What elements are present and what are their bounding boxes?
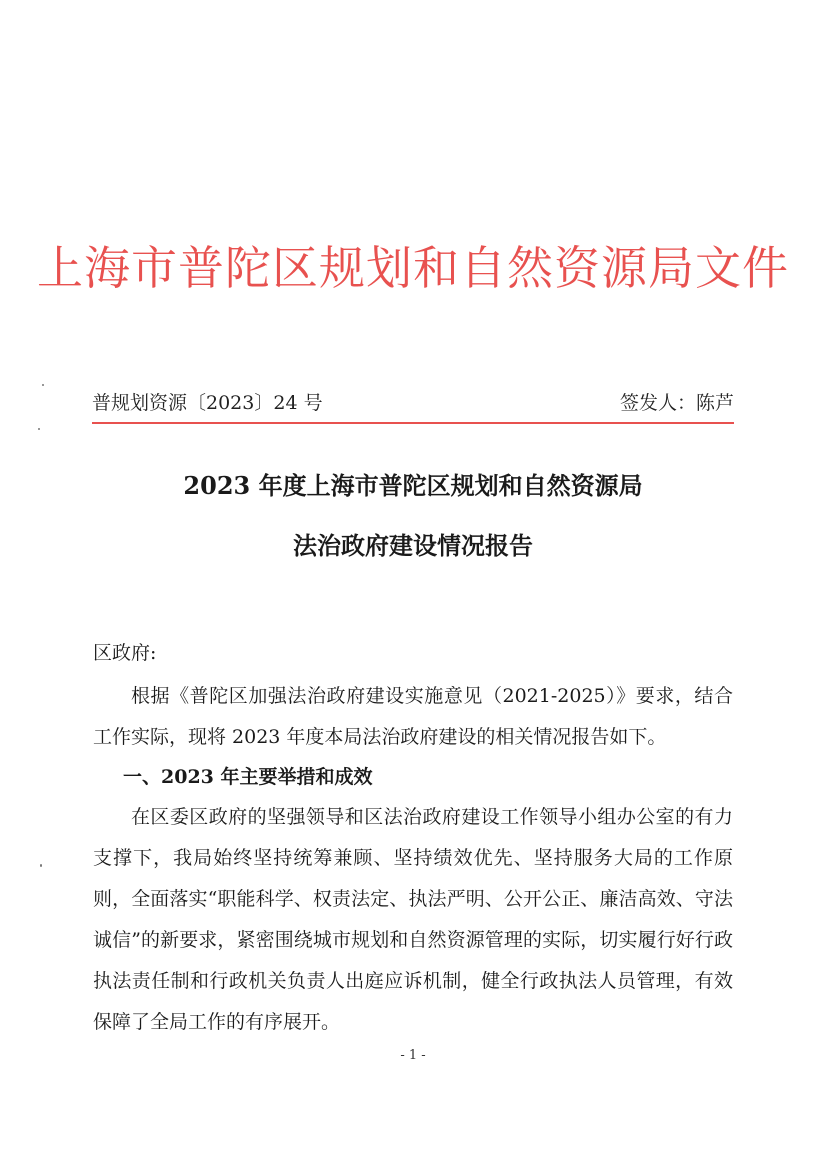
document-info-line: [92, 388, 734, 422]
report-title-line-1: 2023 年度上海市普陀区规划和自然资源局: [183, 471, 643, 500]
scan-speck: [40, 864, 42, 867]
section-heading-1: 一、2023 年主要举措和成效: [123, 766, 373, 788]
document-number: 普规划资源〔2023〕24 号: [92, 392, 323, 414]
report-title-line-2: 法治政府建设情况报告: [293, 531, 533, 560]
signer: 签发人：陈芦: [619, 392, 734, 414]
salutation: 区政府:: [93, 642, 157, 664]
paragraph-intro: 根据《普陀区加强法治政府建设实施意见（2021-2025）》要求，结合工作实际，现将 2023 年度本局法治政府建设的相关情况报告如下。: [93, 685, 733, 748]
paragraph-section-1: 在区委区政府的坚强领导和区法治政府建设工作领导小组办公室的有力支撑下，我局始终坚持统筹兼顾、坚持绩效优先、坚持服务大局的工作原则，全面落实“职能科学、权责法定、执法严明、公开公正、廉洁高效、守法诚信”的新要求，紧密围绕城市规划和自然资源管理的实际，切实履行好行政执法责任制和行政机关负责人出庭应诉机制，健全行政执法人员管理，有效保障了全局工作的有序展开。: [93, 806, 733, 1033]
scan-speck: [38, 428, 40, 430]
page-number: - 1 -: [400, 1048, 426, 1063]
red-divider: [92, 422, 734, 424]
masthead-title: 上海市普陀区规划和自然资源局文件: [37, 241, 789, 295]
scan-speck: [42, 384, 44, 386]
